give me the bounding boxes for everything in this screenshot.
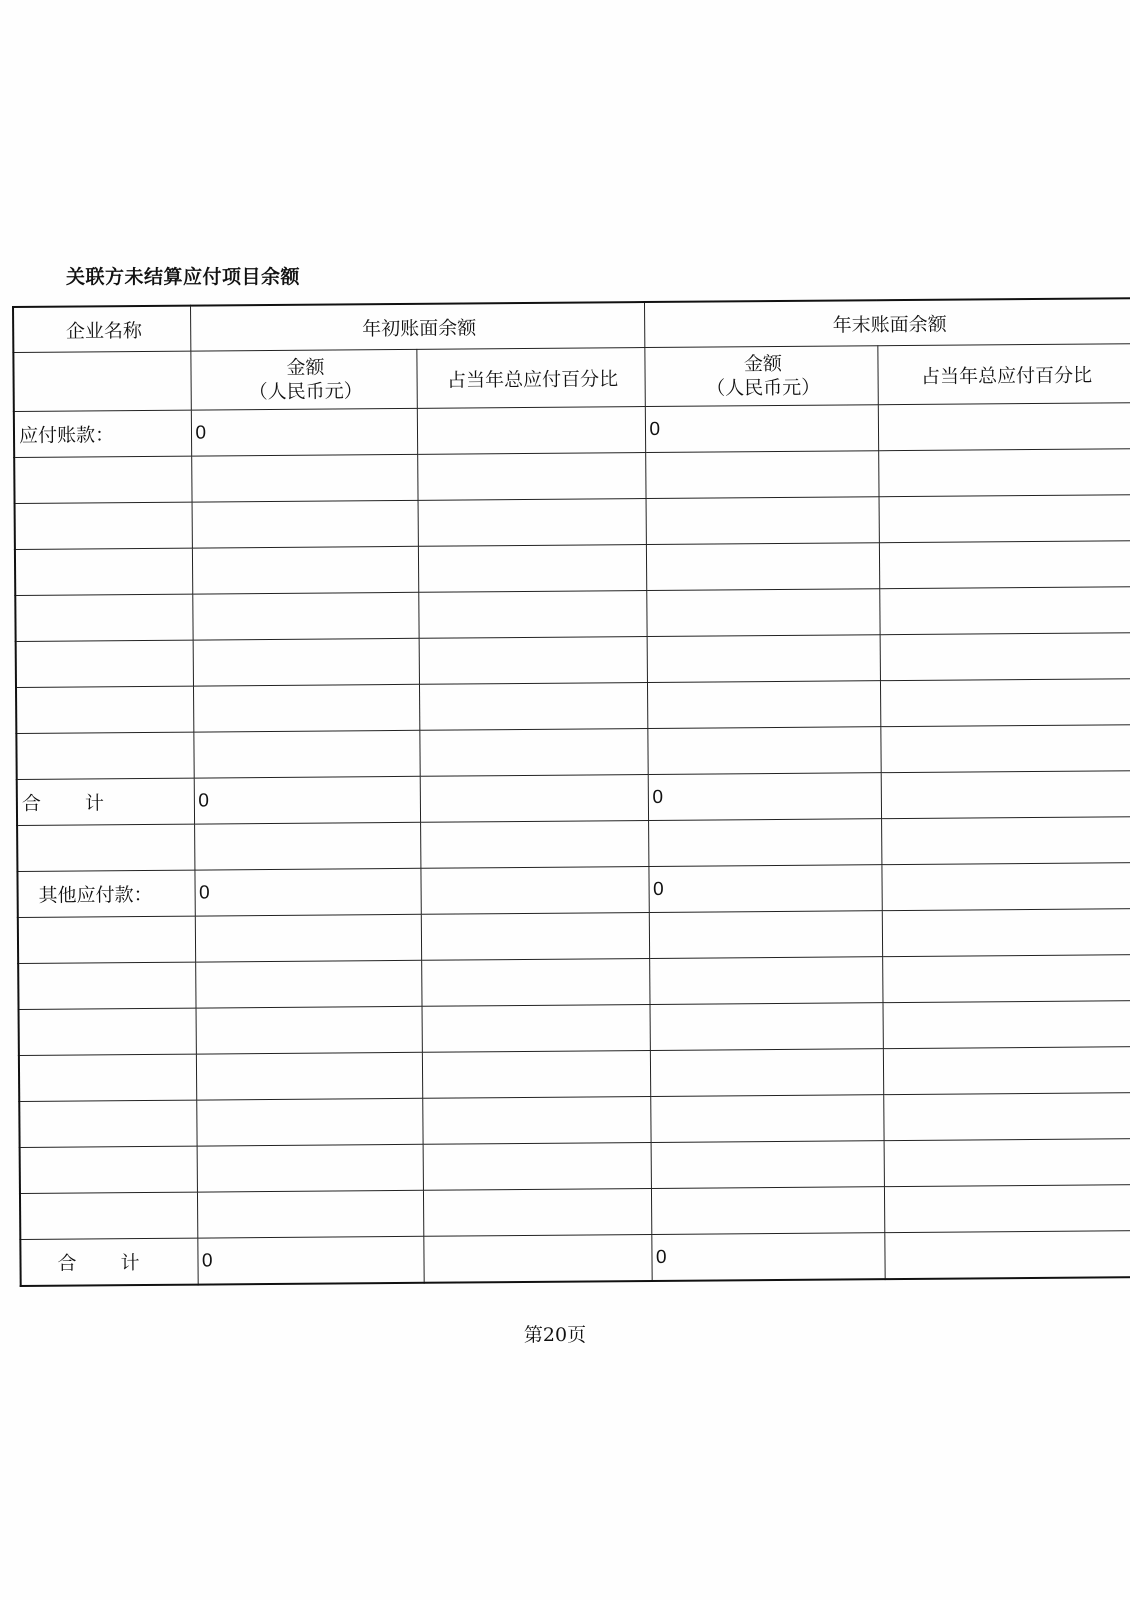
table-cell — [651, 1141, 884, 1189]
table-cell — [884, 1139, 1130, 1187]
table-cell — [20, 1146, 197, 1193]
table-cell — [19, 1100, 196, 1147]
table-cell — [18, 916, 195, 963]
ledger-table-wrapper — [12, 297, 1130, 1287]
table-cell — [881, 863, 1130, 911]
table-cell — [193, 730, 419, 778]
header-opening-amount — [190, 349, 416, 410]
table-cell — [196, 1098, 422, 1146]
table-cell — [194, 822, 420, 870]
table-cell — [192, 546, 418, 594]
total-label-right: 计 — [120, 1252, 140, 1275]
table-cell — [651, 1187, 884, 1235]
table-cell — [15, 502, 192, 549]
table-cell — [195, 914, 421, 962]
table-cell — [647, 681, 880, 729]
table-cell — [882, 909, 1130, 957]
table-cell — [423, 1189, 651, 1237]
related-party-payables-table — [12, 297, 1130, 1287]
table-cell — [646, 543, 879, 591]
table-cell — [420, 821, 648, 869]
header-opening-balance: 年初账面余额 — [190, 302, 644, 351]
table-cell — [883, 1001, 1130, 1049]
table-cell — [195, 960, 421, 1008]
table-cell — [649, 911, 882, 959]
table-cell — [421, 959, 649, 1007]
table-cell — [881, 817, 1130, 865]
table-cell — [879, 495, 1130, 543]
total-label-right: 计 — [84, 792, 105, 815]
table-cell — [650, 1095, 883, 1143]
table-cell — [650, 1003, 883, 1051]
table-cell — [423, 1235, 651, 1283]
table-cell — [879, 587, 1130, 635]
table-cell — [647, 635, 880, 683]
payables-total-label — [17, 778, 194, 825]
table-cell — [648, 819, 881, 867]
table-cell — [197, 1144, 423, 1192]
table-cell — [16, 732, 193, 779]
table-cell — [880, 679, 1130, 727]
table-cell — [422, 1005, 650, 1053]
header-company-name: 企业名称 — [13, 306, 190, 353]
table-cell — [878, 449, 1130, 497]
header-row-2 — [13, 344, 1130, 412]
other-payables-label: 其他应付款： — [17, 870, 194, 917]
payables-closing-amount: 0 — [645, 405, 878, 453]
header-closing-percent: 占当年总应付百分比 — [877, 344, 1130, 405]
table-cell — [196, 1052, 422, 1100]
table-cell — [15, 548, 192, 595]
table-cell — [18, 962, 195, 1009]
table-cell — [645, 451, 878, 499]
other-payables-opening-amount: 0 — [194, 868, 420, 916]
table-cell — [883, 1047, 1130, 1095]
other-total-opening-amount: 0 — [197, 1236, 423, 1284]
table-cell — [880, 725, 1130, 773]
table-cell — [880, 633, 1130, 681]
payables-opening-amount: 0 — [191, 408, 417, 456]
table-cell — [879, 541, 1130, 589]
table-cell — [419, 729, 647, 777]
table-cell — [423, 1143, 651, 1191]
total-label-left: 合 — [21, 792, 42, 815]
total-label-left: 合 — [57, 1252, 77, 1275]
table-cell — [17, 824, 194, 871]
page-number: 第20页 — [523, 1324, 587, 1346]
header-amount-line1: 金额 — [743, 352, 783, 376]
table-cell — [646, 589, 879, 637]
table-cell — [421, 913, 649, 961]
page-title: 关联方未结算应付项目余额 — [66, 266, 301, 288]
other-total-label — [20, 1238, 197, 1286]
table-cell — [192, 592, 418, 640]
payables-total-opening-amount: 0 — [194, 776, 420, 824]
table-cell — [422, 1051, 650, 1099]
header-opening-percent: 占当年总应付百分比 — [416, 348, 644, 409]
table-cell — [19, 1008, 196, 1055]
table-cell — [422, 1097, 650, 1145]
header-amount-line2: （人民币元） — [706, 376, 821, 400]
table-cell — [882, 955, 1130, 1003]
table-cell — [14, 456, 191, 503]
table-cell — [417, 407, 645, 455]
table-cell — [884, 1185, 1130, 1233]
table-cell — [649, 957, 882, 1005]
payables-label: 应付账款： — [14, 410, 191, 457]
payables-total-closing-amount: 0 — [648, 773, 881, 821]
table-cell — [646, 497, 879, 545]
other-total-row — [20, 1231, 1130, 1286]
table-cell — [650, 1049, 883, 1097]
table-cell — [881, 771, 1130, 819]
table-cell — [418, 545, 646, 593]
table-cell — [193, 638, 419, 686]
table-cell — [193, 684, 419, 732]
table-cell — [419, 637, 647, 685]
header-amount-line2: （人民币元） — [248, 380, 363, 404]
table-cell — [417, 453, 645, 501]
table-cell — [191, 454, 417, 502]
other-payables-closing-amount: 0 — [648, 865, 881, 913]
header-closing-balance: 年末账面余额 — [644, 298, 1130, 347]
header-amount-line1: 金额 — [286, 356, 325, 379]
header-empty-cell — [13, 351, 190, 411]
table-cell — [15, 594, 192, 641]
table-cell — [420, 867, 648, 915]
header-closing-amount — [644, 346, 877, 407]
table-cell — [878, 403, 1130, 451]
table-cell — [419, 683, 647, 731]
table-cell — [19, 1054, 196, 1101]
table-cell — [20, 1192, 197, 1239]
table-cell — [16, 686, 193, 733]
other-total-closing-amount: 0 — [651, 1233, 884, 1281]
table-cell — [420, 775, 648, 823]
table-cell — [884, 1231, 1130, 1279]
table-cell — [883, 1093, 1130, 1141]
table-cell — [418, 591, 646, 639]
table-cell — [197, 1190, 423, 1238]
table-cell — [16, 640, 193, 687]
table-cell — [418, 499, 646, 547]
table-cell — [192, 500, 418, 548]
table-cell — [647, 727, 880, 775]
table-cell — [196, 1006, 422, 1054]
